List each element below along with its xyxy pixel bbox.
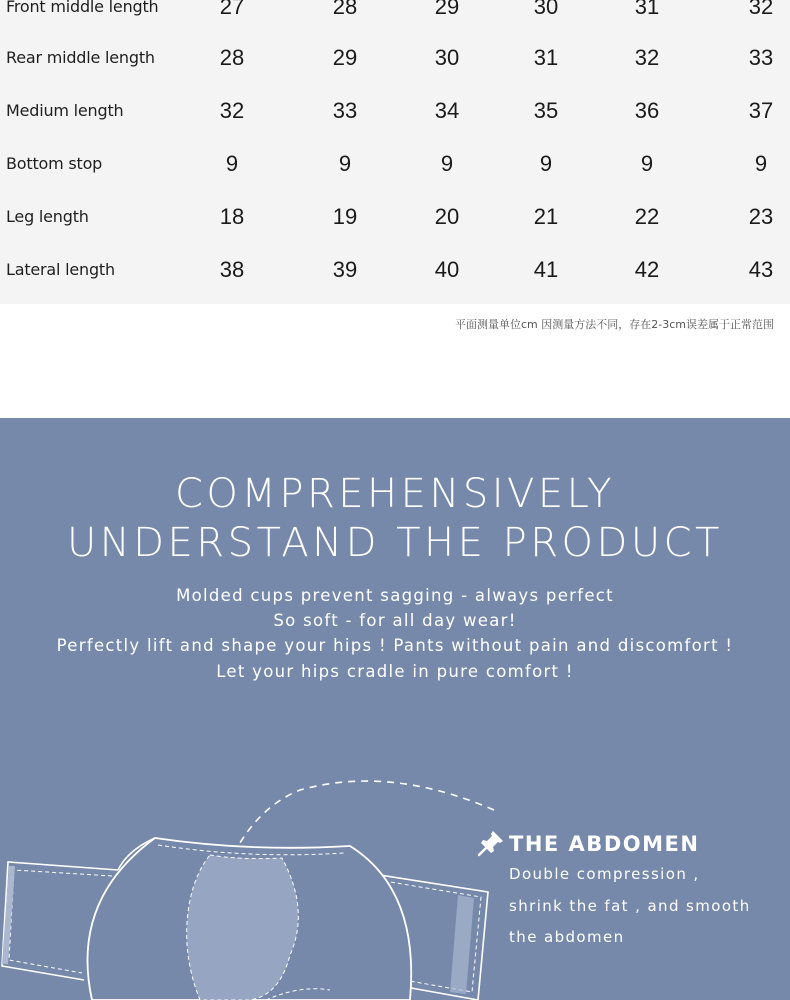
table-cell: 22: [634, 204, 660, 229]
table-cell: 40: [434, 257, 460, 282]
tagline: Perfectly lift and shape your hips ! Pants without pain and discomfort !: [56, 636, 734, 655]
table-cell: 9: [440, 151, 454, 176]
row-label: Rear middle length: [6, 48, 155, 67]
table-row: [0, 31, 790, 84]
table-row: [0, 84, 790, 137]
tagline: Let your hips cradle in pure comfort !: [216, 662, 574, 681]
row-label: Leg length: [6, 207, 89, 226]
table-cell: 43: [748, 257, 774, 282]
table-cell: 18: [219, 204, 245, 229]
tagline: Molded cups prevent sagging - always perfect: [176, 586, 614, 605]
product-section: [0, 418, 790, 1000]
table-cell: 42: [634, 257, 660, 282]
pushpin-icon: [476, 828, 506, 858]
table-cell: 29: [332, 45, 358, 70]
size-table: [0, 0, 790, 304]
table-cell: 23: [748, 204, 774, 229]
table-cell: 38: [219, 257, 245, 282]
table-cell: 35: [533, 98, 559, 123]
table-cell: 33: [748, 45, 774, 70]
table-row: [0, 190, 790, 243]
table-cell: 19: [332, 204, 358, 229]
table-row: [0, 0, 790, 33]
table-cell: 31: [533, 45, 559, 70]
row-label: Front middle length: [6, 0, 159, 16]
row-label: Medium length: [6, 101, 124, 120]
table-cell: 37: [748, 98, 774, 123]
table-cell: 31: [634, 0, 660, 19]
callout-title: THE ABDOMEN: [509, 832, 700, 856]
table-cell: 36: [634, 98, 660, 123]
headline-line-2: UNDERSTAND THE PRODUCT: [67, 520, 723, 566]
table-row: [0, 137, 790, 190]
table-cell: 9: [640, 151, 654, 176]
table-cell: 28: [219, 45, 245, 70]
table-cell: 39: [332, 257, 358, 282]
table-cell: 9: [338, 151, 352, 176]
table-cell: 34: [434, 98, 460, 123]
table-cell: 32: [219, 98, 245, 123]
headline-line-1: COMPREHENSIVELY: [174, 471, 616, 517]
row-label: Lateral length: [6, 260, 115, 279]
garment-illustration: [0, 780, 520, 1000]
tagline: So soft - for all day wear!: [273, 611, 517, 630]
table-cell: 30: [434, 45, 460, 70]
table-cell: 28: [332, 0, 358, 19]
table-row: [0, 243, 790, 296]
table-cell: 29: [434, 0, 460, 19]
table-cell: 32: [634, 45, 660, 70]
table-cell: 21: [533, 204, 559, 229]
table-cell: 9: [225, 151, 239, 176]
table-cell: 33: [332, 98, 358, 123]
callout-body: Double compression , shrink the fat , and smooth the abdomen: [509, 865, 751, 946]
table-cell: 20: [434, 204, 460, 229]
row-label: Bottom stop: [6, 154, 103, 173]
table-cell: 9: [754, 151, 768, 176]
table-cell: 9: [539, 151, 553, 176]
table-cell: 30: [533, 0, 559, 19]
table-cell: 32: [748, 0, 774, 19]
measurement-note: 平面测量单位cm 因测量方法不同，存在2-3cm误差属于正常范围: [455, 318, 774, 331]
table-cell: 27: [219, 0, 245, 19]
table-cell: 41: [533, 257, 559, 282]
